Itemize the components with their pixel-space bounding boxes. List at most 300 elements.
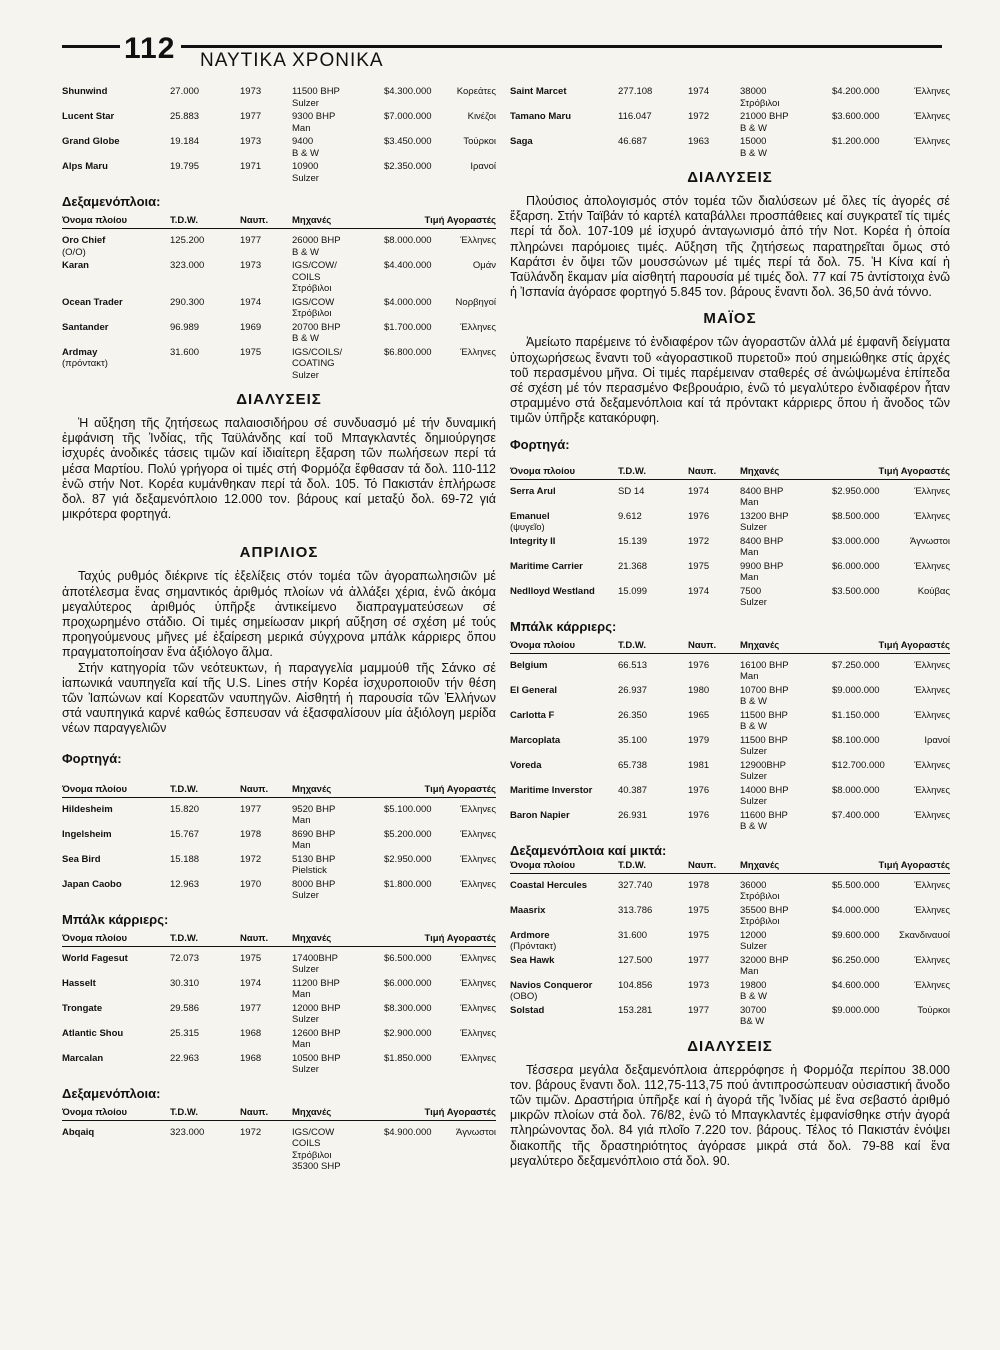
ship-tdw: 26.937	[618, 684, 648, 696]
left-tankers2-title: Δεξαμενόπλοια:	[62, 1085, 161, 1101]
ship-price: $4.900.000	[384, 1126, 432, 1138]
col-tdw: T.D.W.	[170, 215, 198, 226]
ship-engine: IGS/COILS/ COATING Sulzer	[292, 346, 343, 381]
right-bulk-title: Μπάλκ κάρριερς:	[510, 618, 617, 634]
ship-engine: 12900BHP Sulzer	[740, 759, 786, 783]
ship-engine: 17400BHP Sulzer	[292, 952, 338, 976]
ship-year: 1977	[240, 235, 262, 246]
ship-engine: 5130 BHP Pielstick	[292, 853, 336, 877]
right-cargo-title: Φορτηγά:	[510, 436, 570, 452]
ship-buyer: Έλληνες	[460, 235, 496, 246]
ship-year: 1974	[240, 977, 262, 989]
ship-year: 1976	[688, 510, 710, 522]
ship-tdw: 12.963	[170, 878, 200, 890]
ship-buyer: Έλληνες	[460, 321, 496, 333]
ship-tdw: 96.989	[170, 321, 200, 333]
table-row	[510, 1005, 950, 1028]
table-header	[62, 215, 496, 229]
ship-name: Abqaiq	[62, 1126, 95, 1138]
ship-price: $2.950.000	[384, 853, 432, 865]
ship-buyer: Κορεάτες	[456, 86, 496, 97]
ship-buyer: Έλληνες	[914, 659, 950, 671]
ship-tdw: 22.963	[170, 1052, 200, 1064]
ship-price: $2.900.000	[384, 1027, 432, 1039]
ship-name: Baron Napier	[510, 809, 570, 821]
ship-tdw: 40.387	[618, 784, 648, 796]
ship-price: $7.000.000	[384, 111, 432, 122]
ship-buyer: Έλληνες	[460, 1002, 496, 1014]
ship-tdw: 25.315	[170, 1027, 200, 1039]
table-header: Όνομα πλοίου T.D.W. Ναυπ. Μηχανές Τιμή Αγοραστές	[510, 640, 950, 654]
ship-name: Sea Bird	[62, 853, 101, 865]
table-row	[510, 880, 950, 903]
ship-engine: 11500 BHP Sulzer	[292, 86, 340, 109]
table-row	[62, 1053, 496, 1076]
ship-tdw: 15.139	[618, 535, 648, 547]
ship-name: Saga	[510, 136, 533, 147]
ship-tdw: 9.612	[618, 510, 642, 522]
ship-engine: 10900 Sulzer	[292, 161, 319, 184]
ship-year: 1980	[688, 684, 710, 696]
ship-engine: 19800 B & W	[740, 979, 767, 1003]
april-paragraph-2: Στήν κατηγορία τῶν νεότευκτων, ἡ παραγγελία μαμμούθ τῆς Σάνκο σέ ἰαπωνικά ναυπηγεῖα καί τῆς U.S. Lines στήν Κορέα ἰσχυροποιοῦν τήν θέση τῶν Ἰαπώνων καί Κορεατῶν ναυπηγῶν. Αἰσθητή ἡ παρουσία τῶν Ἑλλήνων στά ναυπηγικά καρνέ καθώς ἔσπευσαν νά ἐξασφαλίσουν μία ἀξιόλογη μερίδα νέων παραγγελιῶν	[62, 660, 496, 736]
ship-engine: IGS/COW COILS Στρόβιλοι 35300 SHP	[292, 1126, 341, 1173]
ship-year: 1972	[240, 1126, 262, 1138]
ship-price: $9.000.000	[832, 1004, 880, 1016]
ship-tdw: 15.099	[618, 585, 648, 597]
ship-price: $8.100.000	[832, 734, 880, 746]
ship-price: $6.800.000	[384, 346, 432, 358]
ship-engine: 11600 BHP B & W	[740, 809, 788, 833]
ship-buyer: Ιρανοί	[924, 734, 950, 746]
ship-price: $8.300.000	[384, 1002, 432, 1014]
ship-engine: 8690 BHP Man	[292, 828, 336, 852]
table-row	[62, 829, 496, 852]
ship-buyer: Έλληνες	[460, 878, 496, 890]
ship-year: 1973	[240, 86, 262, 97]
ship-name: Trongate	[62, 1002, 103, 1014]
table-row	[510, 86, 950, 109]
ship-year: 1977	[688, 954, 710, 966]
ship-buyer: Κινέζοι	[467, 111, 496, 122]
table-row	[510, 930, 950, 953]
ship-year: 1975	[688, 904, 710, 916]
ship-year: 1975	[240, 952, 262, 964]
ship-name: Nedlloyd Westland	[510, 585, 595, 597]
ship-engine: 10700 BHP B & W	[740, 684, 789, 708]
ship-year: 1975	[240, 346, 262, 358]
ship-buyer: Έλληνες	[460, 803, 496, 815]
ship-engine: 26000 BHP B & W	[292, 235, 341, 258]
ship-year: 1977	[688, 1004, 710, 1016]
ship-name: Maritime Carrier	[510, 560, 583, 572]
ship-buyer: Έλληνες	[914, 709, 950, 721]
ship-tdw: 104.856	[618, 979, 653, 991]
ship-tdw: 323.000	[170, 260, 205, 271]
ship-year: 1973	[688, 979, 710, 991]
right-cargo-table	[510, 486, 950, 609]
table-row	[62, 978, 496, 1001]
table-row	[510, 685, 950, 708]
ship-price: $8.000.000	[832, 784, 880, 796]
ship-price: $7.400.000	[832, 809, 880, 821]
ship-tdw: 66.513	[618, 659, 648, 671]
ship-engine: 35500 BHP Στρόβιλοι	[740, 904, 789, 928]
left-bulk-title: Μπάλκ κάρριερς:	[62, 911, 169, 927]
ship-tdw: 25.883	[170, 111, 200, 122]
table-row	[62, 1127, 496, 1173]
ship-year: 1975	[688, 560, 710, 572]
right-top-table	[510, 86, 950, 159]
table-row	[510, 810, 950, 833]
ship-price: $2.950.000	[832, 485, 880, 497]
ship-buyer: Έλληνες	[914, 136, 950, 147]
page-number: 112	[120, 32, 181, 66]
right-scrap2-title: ΔΙΑΛΥΣΕΙΣ	[687, 1037, 773, 1055]
ship-year: 1977	[240, 803, 262, 815]
left-tankers-table	[62, 235, 496, 381]
ship-year: 1979	[688, 734, 710, 746]
ship-year: 1972	[688, 535, 710, 547]
ship-tdw: SD 14	[618, 485, 645, 497]
ship-engine: 9520 BHP Man	[292, 803, 336, 827]
ship-note: (πρόντακτ)	[62, 358, 108, 369]
left-tankers-title: Δεξαμενόπλοια:	[62, 194, 161, 209]
table-row	[510, 111, 950, 134]
ship-name: Lucent Star	[62, 111, 115, 122]
ship-tdw: 15.767	[170, 828, 200, 840]
ship-buyer: Άγνωστοι	[456, 1126, 496, 1138]
ship-name: Hasselt	[62, 977, 96, 989]
ship-engine: IGS/COW Στρόβιλοι	[292, 296, 335, 319]
ship-tdw: 29.586	[170, 1002, 200, 1014]
ship-engine: 9900 BHP Man	[740, 560, 784, 584]
april-paragraph-1: Ταχύς ρυθμός διέκρινε τίς ἐξελίξεις στόν τομέα τῶν ἀγοραπωλησιῶν μέ ἀποτέλεσμα ἕνας σημαντικός ἀριθμός πλοίων νά ἀλλάξει χέρια, ἐνῶ ἀκόμα μεγαλύτερος ἀριθμός ὑπῆρξε ἀντικείμενο διαπραγματεύσεων σέ προχωρημένο στάδιο. Οἱ τιμές σημείωσαν μικρή αὔξηση σέ σχέση μέ τούς προηγούμενους μῆνες μέ ἐξαίρεση μερικά σύγχρονα μπάλκ κάρριερς ὅπου πραγματοποίησαν ἕνα ἀξιόλογο ἅλμα.	[62, 569, 496, 660]
ship-engine: 12600 BHP Man	[292, 1027, 341, 1051]
ship-year: 1971	[240, 161, 262, 172]
ship-year: 1965	[688, 709, 710, 721]
ship-name: World Fagesut	[62, 952, 128, 964]
ship-price: $4.600.000	[832, 979, 880, 991]
ship-tdw: 116.047	[618, 111, 652, 122]
ship-year: 1974	[688, 86, 710, 97]
table-row	[510, 536, 950, 559]
ship-tdw: 26.350	[618, 709, 648, 721]
ship-price: $6.000.000	[384, 977, 432, 989]
ship-name: El General	[510, 684, 557, 696]
ship-buyer: Έλληνες	[914, 485, 950, 497]
ship-year: 1969	[240, 321, 262, 333]
ship-tdw: 153.281	[618, 1004, 653, 1016]
ship-engine: 21000 BHP B & W	[740, 111, 789, 134]
ship-tdw: 65.738	[618, 759, 648, 771]
table-row	[510, 955, 950, 978]
ship-name: Carlotta F	[510, 709, 555, 721]
ship-name: Ardmore (Πρόντακτ)	[510, 929, 557, 953]
table-row	[62, 854, 496, 877]
ship-engine: 8000 BHP Sulzer	[292, 878, 336, 902]
ship-name: Ocean Trader	[62, 296, 123, 308]
ship-price: $3.500.000	[832, 585, 880, 597]
ship-buyer: Έλληνες	[914, 879, 950, 891]
ship-price: $6.250.000	[832, 954, 880, 966]
ship-name: Grand Globe	[62, 136, 120, 147]
ship-year: 1973	[240, 136, 262, 147]
ship-price: $9.600.000	[832, 929, 880, 941]
ship-year: 1976	[688, 784, 710, 796]
ship-name: Serra Arul	[510, 485, 556, 497]
left-tankers2-table	[62, 1127, 496, 1173]
ship-year: 1974	[240, 296, 262, 308]
table-row	[62, 1003, 496, 1026]
ship-price: $1.200.000	[832, 136, 880, 147]
table-row	[62, 136, 496, 159]
ship-buyer: Άγνωστοι	[910, 535, 950, 547]
ship-name: Santander	[62, 321, 109, 333]
ship-buyer: Κούβας	[917, 585, 950, 597]
ship-year: 1963	[688, 136, 710, 147]
ship-price: $1.800.000	[384, 878, 432, 890]
ship-tdw: 26.931	[618, 809, 648, 821]
ship-tdw: 277.108	[618, 86, 653, 97]
left-cargo-title: Φορτηγά:	[62, 750, 122, 766]
ship-engine: 20700 BHP B & W	[292, 321, 341, 344]
ship-buyer: Έλληνες	[460, 346, 496, 358]
ship-year: 1976	[688, 659, 710, 671]
ship-buyer: Έλληνες	[914, 979, 950, 991]
ship-tdw: 21.368	[618, 560, 648, 572]
table-row	[510, 980, 950, 1003]
ship-name: Tamano Maru	[510, 111, 572, 122]
table-row	[62, 347, 496, 382]
page-header	[62, 32, 942, 71]
left-bulk-table	[62, 953, 496, 1076]
ship-engine: 16100 BHP Man	[740, 659, 789, 683]
ship-price: $4.200.000	[832, 86, 880, 97]
ship-tdw: 15.188	[170, 853, 200, 865]
ship-name: Ingelsheim	[62, 828, 112, 840]
right-scrap-text: Πλούσιος ἀπολογισμός στόν τομέα τῶν διαλύσεων μέ ὅλες τίς ἀγορές σέ ἔξαρση. Στήν Ταϊβάν τό καρτέλ καταβάλλει προσπάθειες καί συγκρατεῖ τίς τιμές περί τά δολ. 107-109 μέ ἰσχυρό ἀνταγωνισμό ἀπό τήν Νοτ. Κορέα ἡ ὁποία πληρώνει παρόμοιες τιμές. Αὔξηση τῆς ζητήσεως παρατηρεῖται ὅμως στό Καράτσι ἐν ὄψει τῶν μουσσώνων μέ τιμές περί τά δολ. 75. Ἡ Κίνα καί ἡ Ταϋλάνδη ἔκαμαν μία αἰσθητή παρουσία μέ τιμές δολ. 77 καί 75 ἀντίστοιχα ἐνῶ ἡ Ἰσπανία ἀγόρασε φορτηγό 5.845 τον. βάρους ἔναντι δολ. 36,50 ἀνά τόννο.	[510, 194, 950, 300]
table-header: Όνομα πλοίου T.D.W. Ναυπ. Μηχανές Τιμή Αγοραστές	[62, 933, 496, 947]
right-tankers-table	[510, 880, 950, 1028]
ship-tdw: 30.310	[170, 977, 200, 989]
ship-engine: 7500 Sulzer	[740, 585, 767, 609]
ship-price: $3.000.000	[832, 535, 880, 547]
ship-tdw: 31.600	[618, 929, 648, 941]
right-scrap2-text: Τέσσερα μεγάλα δεξαμενόπλοια ἀπερρόφησε ἡ Φορμόζα περίπου 38.000 τον. βάρους ἔναντι δολ. 112,75-113,75 πού ἀντιπροσώπευαν οὐσιαστική ἄνοδο τῶν τιμῶν. Δραστήρια ὑπῆρξε καί ἡ ἀγορά τῆς Ἰνδίας μέ ἕνα σεβαστό ἀριθμό μικρῶν πλοίων στά δολ. 76/82, ἐνῶ τό Μπαγκλαντές ἐμφανίσθηκε στήν ἀγορά πληρώνοντας δολ. 84 γιά πλοῖο 7.220 τον. βάρους. Τέλος τό Πακιστάν ἐνόψει διακοπῆς τῆς δραστηριότητος ἀγόρασε μικρά στά δολ. 79-88 καί ἕνα μεγαλύτερο δεξαμενόπλοιο στά δολ. 90.	[510, 1062, 950, 1168]
ship-engine: 9300 BHP Man	[292, 111, 336, 134]
table-row	[510, 735, 950, 758]
ship-engine: 10500 BHP Sulzer	[292, 1052, 341, 1076]
ship-tdw: 19.795	[170, 161, 200, 172]
ship-note: (OBO)	[510, 991, 538, 1003]
ship-tdw: 19.184	[170, 136, 200, 147]
ship-price: $6.500.000	[384, 952, 432, 964]
ship-name: Shunwind	[62, 86, 108, 97]
ship-year: 1968	[240, 1052, 262, 1064]
ship-year: 1975	[688, 929, 710, 941]
table-row	[510, 511, 950, 534]
ship-buyer: Ιρανοί	[470, 161, 496, 172]
header-rule	[62, 45, 942, 48]
ship-engine: 13200 BHP Sulzer	[740, 510, 789, 534]
ship-name: Emanuel (ψυγεῖο)	[510, 510, 550, 534]
ship-engine: 11200 BHP Man	[292, 977, 340, 1001]
ship-price: $9.000.000	[832, 684, 880, 696]
ship-buyer: Νορβηγοί	[455, 296, 496, 308]
ship-buyer: Έλληνες	[914, 684, 950, 696]
ship-name: Voreda	[510, 759, 542, 771]
ship-price: $3.450.000	[384, 136, 432, 147]
ship-tdw: 327.740	[618, 879, 653, 891]
table-row	[62, 260, 496, 295]
ship-year: 1972	[688, 111, 710, 122]
table-row	[62, 1028, 496, 1051]
table-header: Όνομα πλοίου T.D.W. Ναυπ. Μηχανές Τιμή Αγοραστές	[62, 1107, 496, 1121]
ship-name: Sea Hawk	[510, 954, 555, 966]
ship-engine: 11500 BHP B & W	[740, 709, 788, 733]
ship-price: $1.850.000	[384, 1052, 432, 1064]
table-row	[62, 235, 496, 258]
ship-year: 1981	[688, 759, 710, 771]
ship-name: Hildesheim	[62, 803, 113, 815]
ship-tdw: 127.500	[618, 954, 653, 966]
ship-buyer: Τούρκοι	[917, 1004, 950, 1016]
table-row	[510, 586, 950, 609]
table-row	[510, 710, 950, 733]
ship-name: Integrity II	[510, 535, 556, 547]
right-column	[510, 86, 950, 1169]
ship-price: $7.250.000	[832, 659, 880, 671]
ship-name: Coastal Hercules	[510, 879, 588, 891]
right-tankers-title: Δεξαμενόπλοια καί μικτά:	[510, 842, 667, 858]
ship-name: Navios Conqueror (OBO)	[510, 979, 593, 1003]
ship-buyer: Σκανδιναυοί	[899, 929, 950, 941]
ship-price: $5.500.000	[832, 879, 880, 891]
ship-year: 1977	[240, 1002, 262, 1014]
table-row	[62, 879, 496, 902]
right-bulk-table	[510, 660, 950, 833]
left-scrap-text: Ἡ αὔξηση τῆς ζητήσεως παλαιοσιδήρου σέ συνδυασμό μέ τήν δυναμική ἐμφάνιση τῆς Ἰνδίας, τῆς Ταϋλάνδης καί τοῦ Μπαγκλαντές δημιούργησε ἰσχυρές ἀνοδικές τάσεις τιμῶν καί ἰδιαίτερη ἔξαρση τῶν πωλήσεων περί τά μέσα Μαρτίου. Πολύ γρήγορα οἱ τιμές στή Φορμόζα ἔφθασαν τά δολ. 110-112 ἐνῶ στήν Νοτ. Κορέα κυμάνθηκαν περί τά δολ. 105. Τό Πακιστάν ἐπλήρωσε δολ. 87 γιά δεξαμενόπλοιο 12.000 τον. βάρους καί μεταξύ δολ. 69-72 γιά μικρότερα φορτηγά.	[62, 416, 496, 522]
ship-engine: IGS/COW/ COILS Στρόβιλοι	[292, 260, 337, 294]
ship-price: $5.200.000	[384, 828, 432, 840]
ship-year: 1972	[240, 853, 262, 865]
ship-engine: 12000 BHP Sulzer	[292, 1002, 341, 1026]
may-text: Ἀμείωτο παρέμεινε τό ἐνδιαφέρον τῶν ἀγοραστῶν ἀλλά μέ ἐμφανῆ δείγματα ὑποχωρήσεως ἔναντι τοῦ «ἀγοραστικοῦ πυρετοῦ» πού σημειώθηκε στίς ἀρχές τοῦ περασμένου μῆνα. Οἱ τιμές παρέμειναν σταθερές σέ ἀνώψωμένα ἐπίπεδα σέ σχέση μέ τόν περασμένο Φεβρουάριο, ἐνῶ τό μεγαλύτερο ἐνδιαφέρον ἦταν στραμμένο στά δεξαμενόπλοια καί τά πρόντακτ κάρριερς ὅπου ἡ ἄνοδος τῶν τιμῶν ὑπῆρξε κατακόρυφη.	[510, 335, 950, 426]
table-row	[62, 953, 496, 976]
ship-name: Marcalan	[62, 1052, 104, 1064]
ship-engine: 36000 Στρόβιλοι	[740, 879, 780, 903]
ship-price: $5.100.000	[384, 803, 432, 815]
ship-name: Belgium	[510, 659, 548, 671]
april-title: ΑΠΡΙΛΙΟΣ	[239, 544, 319, 562]
ship-buyer: Έλληνες	[460, 1027, 496, 1039]
ship-year: 1970	[240, 878, 262, 890]
table-header: Όνομα πλοίου T.D.W. Ναυπ. Μηχανές Τιμή Αγοραστές	[510, 860, 950, 874]
right-scrap-title: ΔΙΑΛΥΣΕΙΣ	[687, 169, 773, 186]
table-row	[510, 136, 950, 159]
left-top-table	[62, 86, 496, 184]
ship-tdw: 27.000	[170, 86, 200, 97]
ship-tdw: 35.100	[618, 734, 648, 746]
table-row	[62, 86, 496, 109]
ship-engine: 9400 B & W	[292, 136, 319, 159]
ship-price: $1.700.000	[384, 321, 432, 333]
ship-name: Maasrix	[510, 904, 546, 916]
table-row	[62, 322, 496, 345]
ship-year: 1973	[240, 260, 262, 271]
table-row	[510, 486, 950, 509]
ship-tdw: 15.820	[170, 803, 200, 815]
ship-buyer: Έλληνες	[914, 111, 950, 122]
ship-name: Marcoplata	[510, 734, 561, 746]
ship-engine: 12000 Sulzer	[740, 929, 767, 953]
ship-name: Japan Caobo	[62, 878, 122, 890]
ship-price: $12.700.000	[832, 759, 885, 771]
table-row	[62, 297, 496, 320]
ship-tdw: 46.687	[618, 136, 648, 147]
left-cargo-table	[62, 804, 496, 902]
table-row	[510, 905, 950, 928]
ship-buyer: Έλληνες	[914, 759, 950, 771]
ship-price: $4.400.000	[384, 260, 432, 271]
ship-price: $4.000.000	[384, 296, 432, 308]
ship-engine: 8400 BHP Man	[740, 485, 784, 509]
ship-buyer: Έλληνες	[460, 977, 496, 989]
ship-engine: 14000 BHP Sulzer	[740, 784, 789, 808]
ship-buyer: Ομάν	[472, 260, 496, 271]
ship-buyer: Έλληνες	[914, 86, 950, 97]
ship-engine: 8400 BHP Man	[740, 535, 784, 559]
ship-tdw: 290.300	[170, 296, 205, 308]
ship-engine: 38000 Στρόβιλοι	[740, 86, 780, 109]
ship-buyer: Έλληνες	[460, 1052, 496, 1064]
ship-buyer: Έλληνες	[460, 828, 496, 840]
ship-year: 1978	[240, 828, 262, 840]
ship-price: $8.000.000	[384, 235, 432, 246]
table-row	[62, 161, 496, 184]
ship-buyer: Έλληνες	[460, 853, 496, 865]
may-title: ΜΑΪΟΣ	[703, 310, 757, 328]
ship-buyer: Έλληνες	[914, 954, 950, 966]
ship-engine: 15000 B & W	[740, 136, 767, 159]
ship-engine: 30700 B& W	[740, 1004, 767, 1028]
ship-tdw: 125.200	[170, 235, 205, 246]
left-scrap-title: ΔΙΑΛΥΣΕΙΣ	[236, 391, 322, 408]
ship-tdw: 323.000	[170, 1126, 205, 1138]
table-row	[510, 760, 950, 783]
ship-buyer: Τούρκοι	[463, 136, 496, 147]
ship-year: 1974	[688, 485, 710, 497]
ship-name: Atlantic Shou	[62, 1027, 124, 1039]
ship-note: (Πρόντακτ)	[510, 941, 557, 953]
ship-note: (O/O)	[62, 246, 86, 258]
ship-tdw: 31.600	[170, 346, 200, 358]
col-engine: Μηχανές	[292, 215, 332, 226]
table-header: Όνομα πλοίου T.D.W. Ναυπ. Μηχανές Τιμή Αγοραστές	[510, 466, 950, 480]
table-row	[510, 561, 950, 584]
ship-buyer: Έλληνες	[914, 904, 950, 916]
magazine-title: ΝΑΥΤΙΚΑ ΧΡΟΝΙΚΑ	[194, 50, 390, 72]
table-row	[62, 804, 496, 827]
ship-buyer: Έλληνες	[914, 809, 950, 821]
ship-year: 1977	[240, 111, 262, 122]
ship-note: (ψυγεῖο)	[510, 522, 545, 534]
ship-name: Saint Marcet	[510, 86, 567, 97]
ship-year: 1976	[688, 809, 710, 821]
col-name: Όνομα πλοίου	[62, 215, 128, 226]
ship-price: $6.000.000	[832, 560, 880, 572]
